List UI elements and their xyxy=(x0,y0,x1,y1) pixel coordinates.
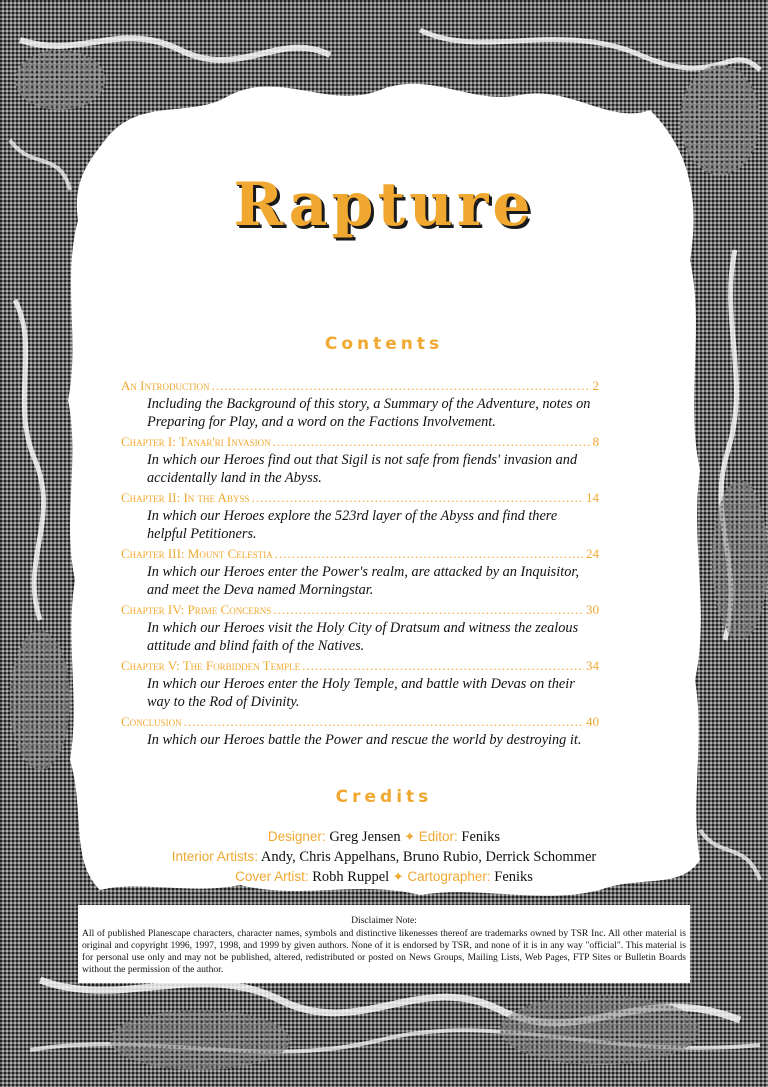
document-title: Rapture xyxy=(233,170,535,240)
toc-entry-chapter-1 xyxy=(121,433,599,487)
toc-page-number: 8 xyxy=(592,434,599,449)
cover-artist-label: Cover Artist: xyxy=(235,869,309,884)
toc-link-chapter-4[interactable] xyxy=(121,601,599,618)
toc-page-number: 2 xyxy=(592,378,599,393)
designer-label: Designer: xyxy=(267,829,326,844)
cartographer-name: Feniks xyxy=(494,869,533,885)
toc-link-introduction[interactable] xyxy=(121,377,599,394)
toc-label: Chapter III: Mount Celestia xyxy=(121,546,273,561)
toc-leader-dots xyxy=(211,377,590,394)
toc-entry-chapter-5 xyxy=(121,657,599,711)
toc-link-chapter-1[interactable] xyxy=(121,433,599,450)
toc-description: In which our Heroes find out that Sigil is not safe from fiends' invasion and accidentally land in the Abyss. xyxy=(147,452,578,486)
toc-leader-dots xyxy=(251,489,584,506)
toc-label: Chapter I: Tanar'ri Invasion xyxy=(121,434,271,449)
table-of-contents xyxy=(121,377,599,751)
toc-leader-dots xyxy=(302,657,584,674)
toc-label: Chapter V: The Forbidden Temple xyxy=(121,658,301,673)
toc-leader-dots xyxy=(273,433,591,450)
toc-link-conclusion[interactable] xyxy=(121,713,599,730)
disclaimer-title: Disclaimer Note: xyxy=(351,915,417,926)
toc-entry-chapter-2 xyxy=(121,489,599,543)
credits-block xyxy=(0,827,768,887)
toc-description: In which our Heroes enter the Holy Temple, and battle with Devas on their way to the Rod of Divinity. xyxy=(147,676,575,710)
toc-leader-dots xyxy=(275,545,584,562)
toc-description: In which our Heroes battle the Power and rescue the world by destroying it. xyxy=(147,732,582,748)
toc-description: In which our Heroes visit the Holy City of Dratsum and witness the zealous attitude and blind faith of the Natives. xyxy=(147,620,579,654)
toc-description: Including the Background of this story, a Summary of the Adventure, notes on Preparing for Play, and a word on the Factions Involvement. xyxy=(147,396,591,430)
toc-entry-chapter-4 xyxy=(121,601,599,655)
credits-line-2 xyxy=(0,847,768,867)
toc-label: An Introduction xyxy=(121,378,210,393)
toc-page-number: 24 xyxy=(586,546,599,561)
interior-artists-names: Andy, Chris Appelhans, Bruno Rubio, Derrick Schommer xyxy=(260,849,597,865)
toc-entry-chapter-3 xyxy=(121,545,599,599)
interior-artists-label: Interior Artists: xyxy=(171,849,259,864)
cover-artist-name: Robh Ruppel xyxy=(312,869,390,885)
toc-label: Chapter II: In the Abyss xyxy=(121,490,250,505)
contents-heading: Contents xyxy=(324,334,444,354)
toc-description: In which our Heroes enter the Power's realm, are attacked by an Inquisitor, and meet the Deva named Morningstar. xyxy=(147,564,579,598)
disclaimer xyxy=(82,915,686,976)
separator-star-icon: ✦ xyxy=(404,829,416,844)
credits-line-3 xyxy=(0,867,768,887)
editor-name: Feniks xyxy=(461,829,501,845)
disclaimer-text: All of published Planescape characters, character names, symbols and distinctive likenesses thereof are trademarks owned by TSR Inc. All other material is original and copyright 1996, 1997, 1998, and 1999 by given authors. None of it is endorsed by TSR, and none of it is in any way "official". This material is for personal use only and may not be published, altered, redistributed or posted on News Groups, Mailing Lists, Web Pages, FTP Sites or Bulletin Boards without the permission of the author. xyxy=(82,928,686,975)
toc-page-number: 30 xyxy=(586,602,599,617)
toc-page-number: 34 xyxy=(586,658,599,673)
toc-leader-dots xyxy=(184,713,584,730)
toc-link-chapter-3[interactable] xyxy=(121,545,599,562)
toc-label: Chapter IV: Prime Concerns xyxy=(121,602,272,617)
cartographer-label: Cartographer: xyxy=(407,869,491,884)
toc-entry-conclusion xyxy=(121,713,599,749)
toc-leader-dots xyxy=(273,601,584,618)
toc-page-number: 14 xyxy=(586,490,599,505)
credits-line-1 xyxy=(0,827,768,847)
designer-name: Greg Jensen xyxy=(329,829,401,845)
editor-label: Editor: xyxy=(418,829,458,844)
toc-entry-introduction xyxy=(121,377,599,431)
toc-page-number: 40 xyxy=(586,714,599,729)
credits-heading: Credits xyxy=(335,787,433,807)
toc-description: In which our Heroes explore the 523rd layer of the Abyss and find there helpful Petitioners. xyxy=(147,508,558,542)
toc-link-chapter-5[interactable] xyxy=(121,657,599,674)
toc-link-chapter-2[interactable] xyxy=(121,489,599,506)
separator-star-icon: ✦ xyxy=(392,869,404,884)
toc-label: Conclusion xyxy=(121,714,182,729)
